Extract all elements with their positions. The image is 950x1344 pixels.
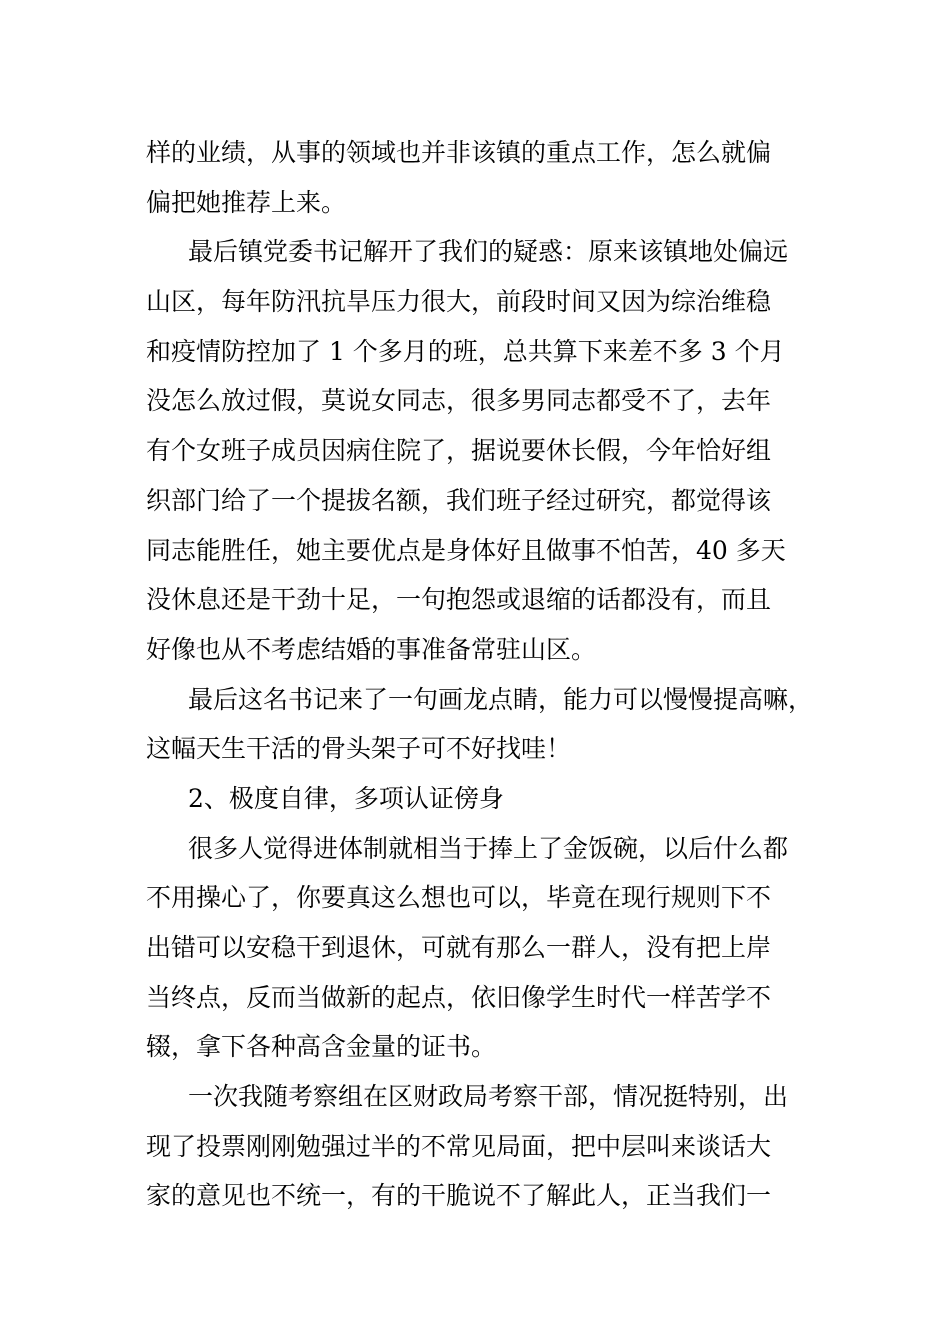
text-line: 和疫情防控加了 1 个多月的班，总共算下来差不多 3 个月 bbox=[146, 336, 785, 366]
text-line: 现了投票刚刚勉强过半的不常见局面，把中层叫来谈话大 bbox=[146, 1131, 772, 1161]
text-line: 山区，每年防汛抗旱压力很大，前段时间又因为综治维稳 bbox=[146, 287, 772, 317]
text-line: 样的业绩，从事的领域也并非该镇的重点工作，怎么就偏 bbox=[146, 138, 772, 167]
text-line: 很多人觉得进体制就相当于捧上了金饭碗，以后什么都 bbox=[188, 833, 789, 863]
text-line: 辍，拿下各种高含金量的证书。 bbox=[146, 1032, 497, 1062]
text-line: 有个女班子成员因病住院了，据说要休长假，今年恰好组 bbox=[146, 436, 772, 466]
text-line: 同志能胜任，她主要优点是身体好且做事不怕苦，40 多天 bbox=[146, 535, 786, 565]
text-line: 没怎么放过假，莫说女同志，很多男同志都受不了，去年 bbox=[146, 386, 772, 416]
text-line: 好像也从不考虑结婚的事准备常驻山区。 bbox=[146, 634, 597, 664]
text-line: 出错可以安稳干到退休，可就有那么一群人，没有把上岸 bbox=[146, 933, 772, 962]
text-line: 不用操心了，你要真这么想也可以，毕竟在现行规则下不 bbox=[146, 883, 772, 913]
text-line: 家的意见也不统一，有的干脆说不了解此人，正当我们一 bbox=[146, 1181, 772, 1211]
section-heading: 2、极度自律，多项认证傍身 bbox=[188, 783, 504, 813]
text-line: 这幅天生干活的骨头架子可不好找哇！ bbox=[146, 734, 572, 764]
text-line: 偏把她推荐上来。 bbox=[146, 187, 347, 217]
document-body bbox=[146, 128, 814, 1221]
text-line: 当终点，反而当做新的起点，依旧像学生时代一样苦学不 bbox=[146, 982, 772, 1012]
text-line: 最后这名书记来了一句画龙点睛，能力可以慢慢提高嘛， bbox=[188, 684, 814, 714]
text-line: 织部门给了一个提拔名额，我们班子经过研究，都觉得该 bbox=[146, 485, 772, 515]
text-line: 最后镇党委书记解开了我们的疑惑：原来该镇地处偏远 bbox=[188, 237, 789, 267]
text-line: 一次我随考察组在区财政局考察干部，情况挺特别，出 bbox=[188, 1082, 789, 1112]
text-line: 没休息还是干劲十足，一句抱怨或退缩的话都没有，而且 bbox=[146, 585, 772, 615]
